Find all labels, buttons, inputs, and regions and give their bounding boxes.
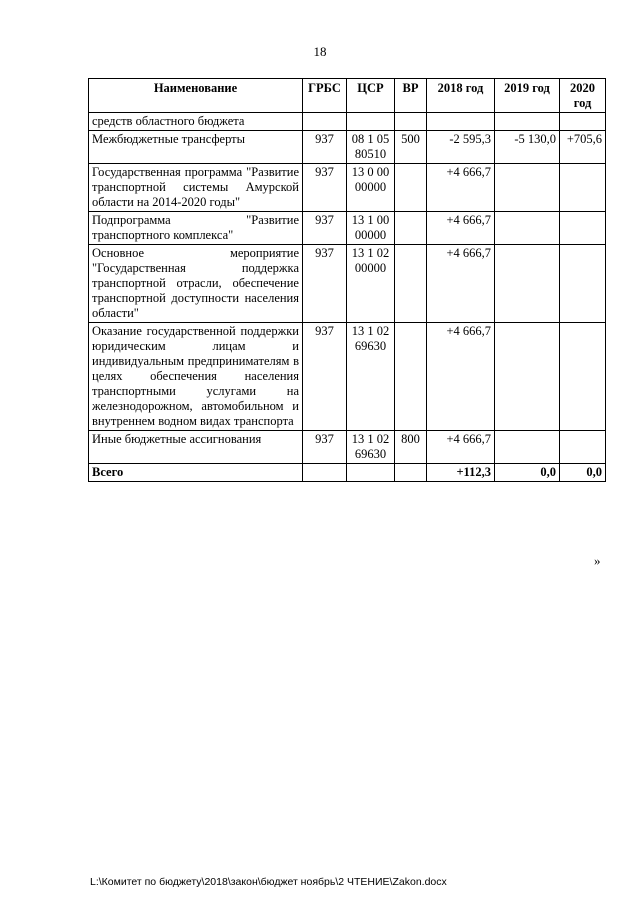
row-2020 bbox=[560, 212, 606, 245]
row-vr bbox=[395, 113, 427, 131]
row-2020 bbox=[560, 245, 606, 323]
row-grbs: 937 bbox=[303, 323, 347, 431]
page-number: 18 bbox=[313, 44, 327, 59]
row-2018: +4 666,7 bbox=[427, 212, 495, 245]
table-row bbox=[89, 131, 606, 164]
row-2019 bbox=[495, 212, 560, 245]
total-vr bbox=[395, 464, 427, 482]
row-2020 bbox=[560, 164, 606, 212]
row-vr bbox=[395, 212, 427, 245]
row-vr: 500 bbox=[395, 131, 427, 164]
row-csr: 13 1 02 69630 bbox=[347, 431, 395, 464]
row-grbs: 937 bbox=[303, 131, 347, 164]
total-row bbox=[89, 464, 606, 482]
total-name: Всего bbox=[89, 464, 303, 482]
row-name: Оказание государственной поддержки юридическим лицам и индивидуальным предпринимателям в целях обеспечения населения транспортными услугами на железнодорожном, автомобильном и внутреннем водном видах транспорта bbox=[89, 323, 303, 431]
header-2020: 2020 год bbox=[560, 79, 606, 113]
row-2019 bbox=[495, 431, 560, 464]
row-2020 bbox=[560, 431, 606, 464]
row-vr bbox=[395, 164, 427, 212]
header-vr: ВР bbox=[395, 79, 427, 113]
table-row bbox=[89, 113, 606, 131]
row-2019 bbox=[495, 164, 560, 212]
row-2018: +4 666,7 bbox=[427, 431, 495, 464]
header-name: Наименование bbox=[89, 79, 303, 113]
row-name: Иные бюджетные ассигнования bbox=[89, 431, 303, 464]
row-name: Межбюджетные трансферты bbox=[89, 131, 303, 164]
table-row bbox=[89, 323, 606, 431]
footer-file-path: L:\Комитет по бюджету\2018\закон\бюджет ноябрь\2 ЧТЕНИЕ\Zakon.docx bbox=[90, 876, 447, 888]
row-2019 bbox=[495, 323, 560, 431]
header-csr: ЦСР bbox=[347, 79, 395, 113]
row-2019 bbox=[495, 245, 560, 323]
row-2018: +4 666,7 bbox=[427, 245, 495, 323]
table-row bbox=[89, 245, 606, 323]
row-2018: -2 595,3 bbox=[427, 131, 495, 164]
row-name: Основное мероприятие "Государственная поддержка транспортной отрасли, обеспечение транспортной доступности населения области" bbox=[89, 245, 303, 323]
row-2020: +705,6 bbox=[560, 131, 606, 164]
table-row bbox=[89, 212, 606, 245]
total-2020: 0,0 bbox=[560, 464, 606, 482]
row-csr: 13 1 02 69630 bbox=[347, 323, 395, 431]
header-2018: 2018 год bbox=[427, 79, 495, 113]
total-2018: +112,3 bbox=[427, 464, 495, 482]
row-2019 bbox=[495, 113, 560, 131]
row-grbs: 937 bbox=[303, 431, 347, 464]
total-csr bbox=[347, 464, 395, 482]
header-2019: 2019 год bbox=[495, 79, 560, 113]
row-csr: 08 1 05 80510 bbox=[347, 131, 395, 164]
total-2019: 0,0 bbox=[495, 464, 560, 482]
row-2020 bbox=[560, 113, 606, 131]
row-grbs: 937 bbox=[303, 245, 347, 323]
row-grbs bbox=[303, 113, 347, 131]
row-csr: 13 0 00 00000 bbox=[347, 164, 395, 212]
row-2020 bbox=[560, 323, 606, 431]
row-vr bbox=[395, 245, 427, 323]
row-2018: +4 666,7 bbox=[427, 323, 495, 431]
table-row bbox=[89, 164, 606, 212]
row-csr: 13 1 02 00000 bbox=[347, 245, 395, 323]
row-csr bbox=[347, 113, 395, 131]
row-csr: 13 1 00 00000 bbox=[347, 212, 395, 245]
row-name: Подпрограмма "Развитие транспортного комплекса" bbox=[89, 212, 303, 245]
row-2018: +4 666,7 bbox=[427, 164, 495, 212]
row-name: средств областного бюджета bbox=[89, 113, 303, 131]
header-grbs: ГРБС bbox=[303, 79, 347, 113]
closing-quote-mark: » bbox=[594, 553, 601, 568]
total-grbs bbox=[303, 464, 347, 482]
row-vr: 800 bbox=[395, 431, 427, 464]
row-grbs: 937 bbox=[303, 212, 347, 245]
budget-table bbox=[88, 78, 606, 482]
row-2018 bbox=[427, 113, 495, 131]
table-header-row bbox=[89, 79, 606, 113]
row-2019: -5 130,0 bbox=[495, 131, 560, 164]
row-vr bbox=[395, 323, 427, 431]
row-name: Государственная программа "Развитие транспортной системы Амурской области на 2014-2020 годы" bbox=[89, 164, 303, 212]
row-grbs: 937 bbox=[303, 164, 347, 212]
table-row bbox=[89, 431, 606, 464]
